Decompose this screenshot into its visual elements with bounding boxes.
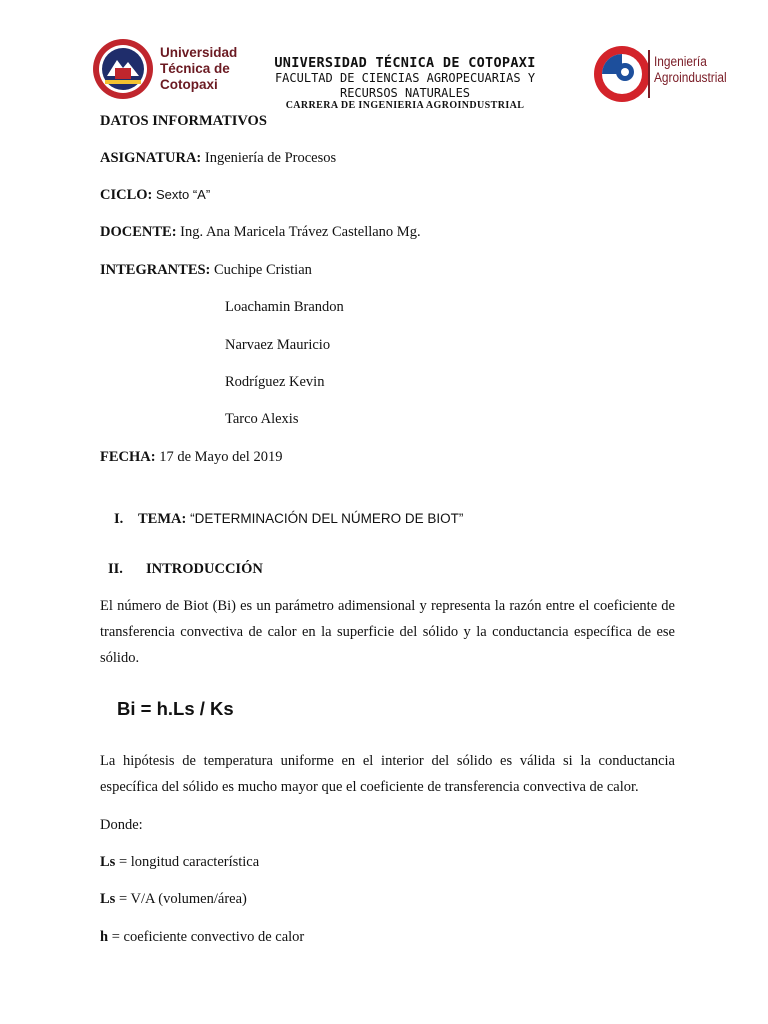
faculty-name xyxy=(240,71,570,100)
tema-value: “DETERMINACIÓN DEL NÚMERO DE BIOT” xyxy=(186,511,464,526)
info-heading xyxy=(100,113,267,130)
fecha-value: 17 de Mayo del 2019 xyxy=(155,449,283,465)
definition-row xyxy=(100,891,247,908)
docente-label: DOCENTE: xyxy=(100,224,177,240)
ciclo-row xyxy=(100,187,210,204)
agro-logo-line: Agroindustrial xyxy=(654,70,727,85)
ciclo-value: Sexto “A” xyxy=(152,187,211,202)
integrante-name: Tarco Alexis xyxy=(225,411,299,427)
integrante-name: Rodríguez Kevin xyxy=(225,374,325,390)
faculty-line: RECURSOS NATURALES xyxy=(339,85,471,100)
tema-numeral: I. xyxy=(114,511,124,527)
intro-heading: INTRODUCCIÓN xyxy=(146,561,263,577)
asignatura-label: ASIGNATURA: xyxy=(100,150,202,166)
definition-symbol: h xyxy=(100,929,109,945)
definition-row xyxy=(100,854,259,871)
tema-label: TEMA: xyxy=(138,511,187,527)
integrante-name: Narvaez Mauricio xyxy=(225,337,331,353)
definition-text: = longitud característica xyxy=(115,854,260,870)
faculty-line: FACULTAD DE CIENCIAS AGROPECUARIAS Y xyxy=(274,71,536,85)
utc-logo-line: Universidad xyxy=(160,45,238,60)
utc-logo-line: Cotopaxi xyxy=(160,77,218,92)
intro-paragraph: El número de Biot (Bi) es un parámetro adimensional y representa la razón entre el coeficiente de transferencia convectiva de calor en la superficie del sólido y la conductancia específica de ese sólido. xyxy=(100,598,675,666)
asignatura-value: Ingeniería de Procesos xyxy=(201,150,337,166)
definition-text: = coeficiente convectivo de calor xyxy=(108,929,305,945)
fecha-label: FECHA: xyxy=(100,449,156,465)
definition-row xyxy=(100,929,304,946)
intro-numeral: II. xyxy=(108,561,123,577)
university-title: UNIVERSIDAD TÉCNICA DE COTOPAXI xyxy=(274,55,536,71)
integrante-name: Loachamin Brandon xyxy=(225,299,344,315)
agroindustrial-logo-text xyxy=(654,54,727,86)
fecha-row xyxy=(100,449,282,466)
docente-value: Ing. Ana Maricela Trávez Castellano Mg. xyxy=(176,224,421,240)
donde-label: Donde: xyxy=(100,817,143,833)
definition-text: = V/A (volumen/área) xyxy=(115,891,247,907)
ciclo-label: CICLO: xyxy=(100,187,153,203)
info-heading-text: DATOS INFORMATIVOS xyxy=(100,113,267,129)
integrantes-row xyxy=(100,262,312,279)
definition-symbol: Ls xyxy=(100,854,116,870)
docente-row xyxy=(100,224,421,241)
utc-logo-line: Técnica de xyxy=(160,61,230,76)
asignatura-row xyxy=(100,150,336,167)
hypothesis-paragraph: La hipótesis de temperatura uniforme en el interior del sólido es válida si la conductancia específica del sólido es mucho mayor que el coeficiente de transferencia convectiva de calor. xyxy=(100,753,675,795)
definition-symbol: Ls xyxy=(100,891,116,907)
biot-formula: Bi = h.Ls / Ks xyxy=(117,698,234,719)
tema-row xyxy=(138,511,463,528)
integrante-name: Cuchipe Cristian xyxy=(214,262,312,278)
integrantes-label: INTEGRANTES: xyxy=(100,262,211,278)
utc-logo-text xyxy=(160,45,237,93)
agro-logo-line: Ingeniería xyxy=(654,54,707,69)
career-name: CARRERA DE INGENIERIA AGROINDUSTRIAL xyxy=(285,100,525,111)
